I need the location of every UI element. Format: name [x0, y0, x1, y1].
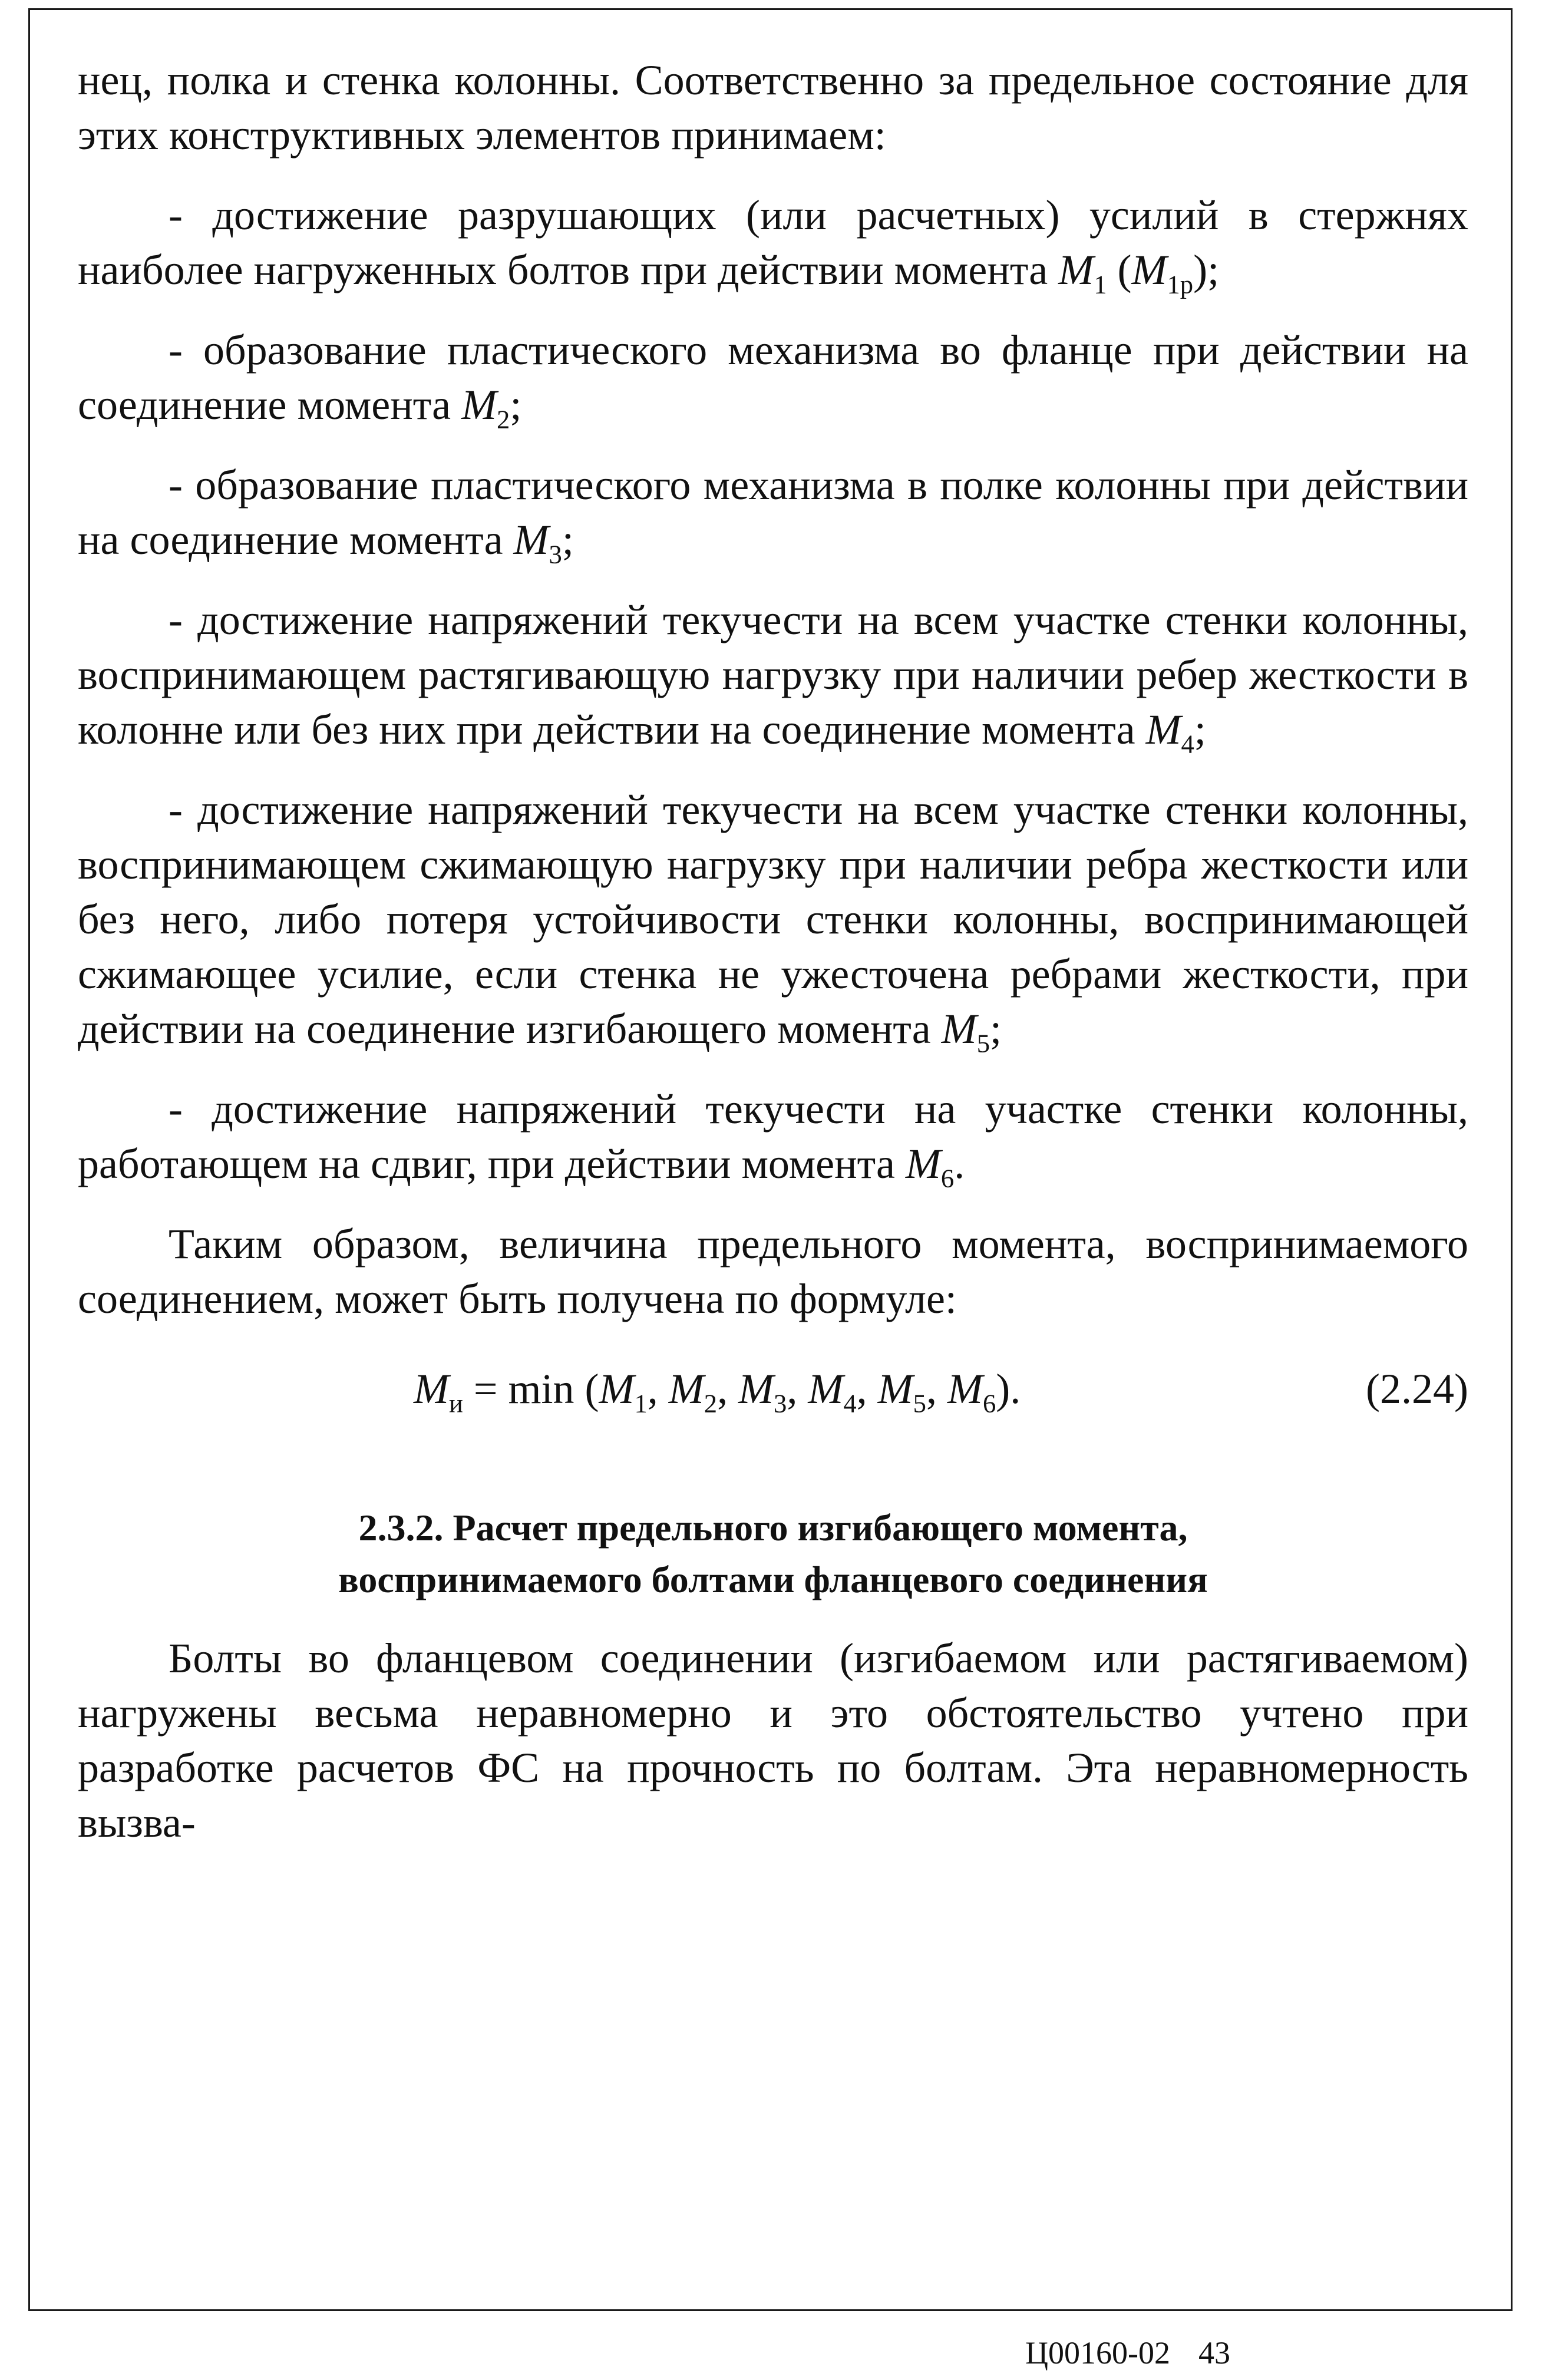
- paragraph-bolts: Болты во фланцевом соединении (изгибаемом или растягиваемом) нагружены весьма неравномерно и это обстоятельство учтено при разработке расчетов ФС на прочность по болтам. Эта неравномерность вызва-: [78, 1635, 1468, 1846]
- section-heading: [78, 1502, 1468, 1606]
- section-heading-line-2: воспринимаемого болтами фланцевого соединения: [338, 1559, 1208, 1600]
- paragraph-condition-m5: - достижение напряжений текучести на всем участке стенки колонны, воспринимающем сжимающую нагрузку при наличии ребра жесткости или без него, либо потеря устойчивости стенки колонны, воспринимающей сжимающее усилие, если стенка не ужесточена ребрами жесткости, при действии на соединение изгибающего момента $M_5$;: [78, 786, 1468, 1058]
- paragraph-condition-m1: - достижение разрушающих (или расчетных) усилий в стержнях наиболее нагруженных болтов при действии момента $M_1$ $(M_{1р})$;: [78, 192, 1468, 299]
- document-code: Ц00160-02: [1025, 2335, 1170, 2371]
- formula-number: (2.24): [1366, 1365, 1468, 1412]
- paragraph-condition-m4: - достижение напряжений текучести на всем участке стенки колонны, воспринимающем растягивающую нагрузку при наличии ребер жесткости в колонне или без них при действии на соединение момента $M_4$;: [78, 596, 1468, 759]
- page-number: 43: [1198, 2335, 1230, 2371]
- formula-2-24: [78, 1362, 1468, 1432]
- page-footer: [1025, 2335, 1230, 2371]
- page-content: [78, 53, 1468, 1850]
- paragraph-summary: Таким образом, величина предельного момента, воспринимаемого соединением, может быть получена по формуле:: [78, 1220, 1468, 1322]
- paragraph-intro: нец, полка и стенка колонны. Соответственно за предельное состояние для этих конструктивных элементов принимаем:: [78, 57, 1468, 159]
- formula-expression: $M_и = \min (M_1$, $M_2$, $M_3$, $M_4$, $M_5$, $M_6$).: [414, 1365, 1021, 1418]
- paragraph-condition-m3: - образование пластического механизма в полке колонны при действии на соединение момента $M_3$;: [78, 461, 1468, 569]
- paragraph-condition-m6: - достижение напряжений текучести на участке стенки колонны, работающем на сдвиг, при действии момента $M_6$.: [78, 1085, 1468, 1193]
- section-heading-line-1: 2.3.2. Расчет предельного изгибающего момента,: [358, 1507, 1188, 1549]
- paragraph-condition-m2: - образование пластического механизма во фланце при действии на соединение момента $M_2$;: [78, 326, 1468, 434]
